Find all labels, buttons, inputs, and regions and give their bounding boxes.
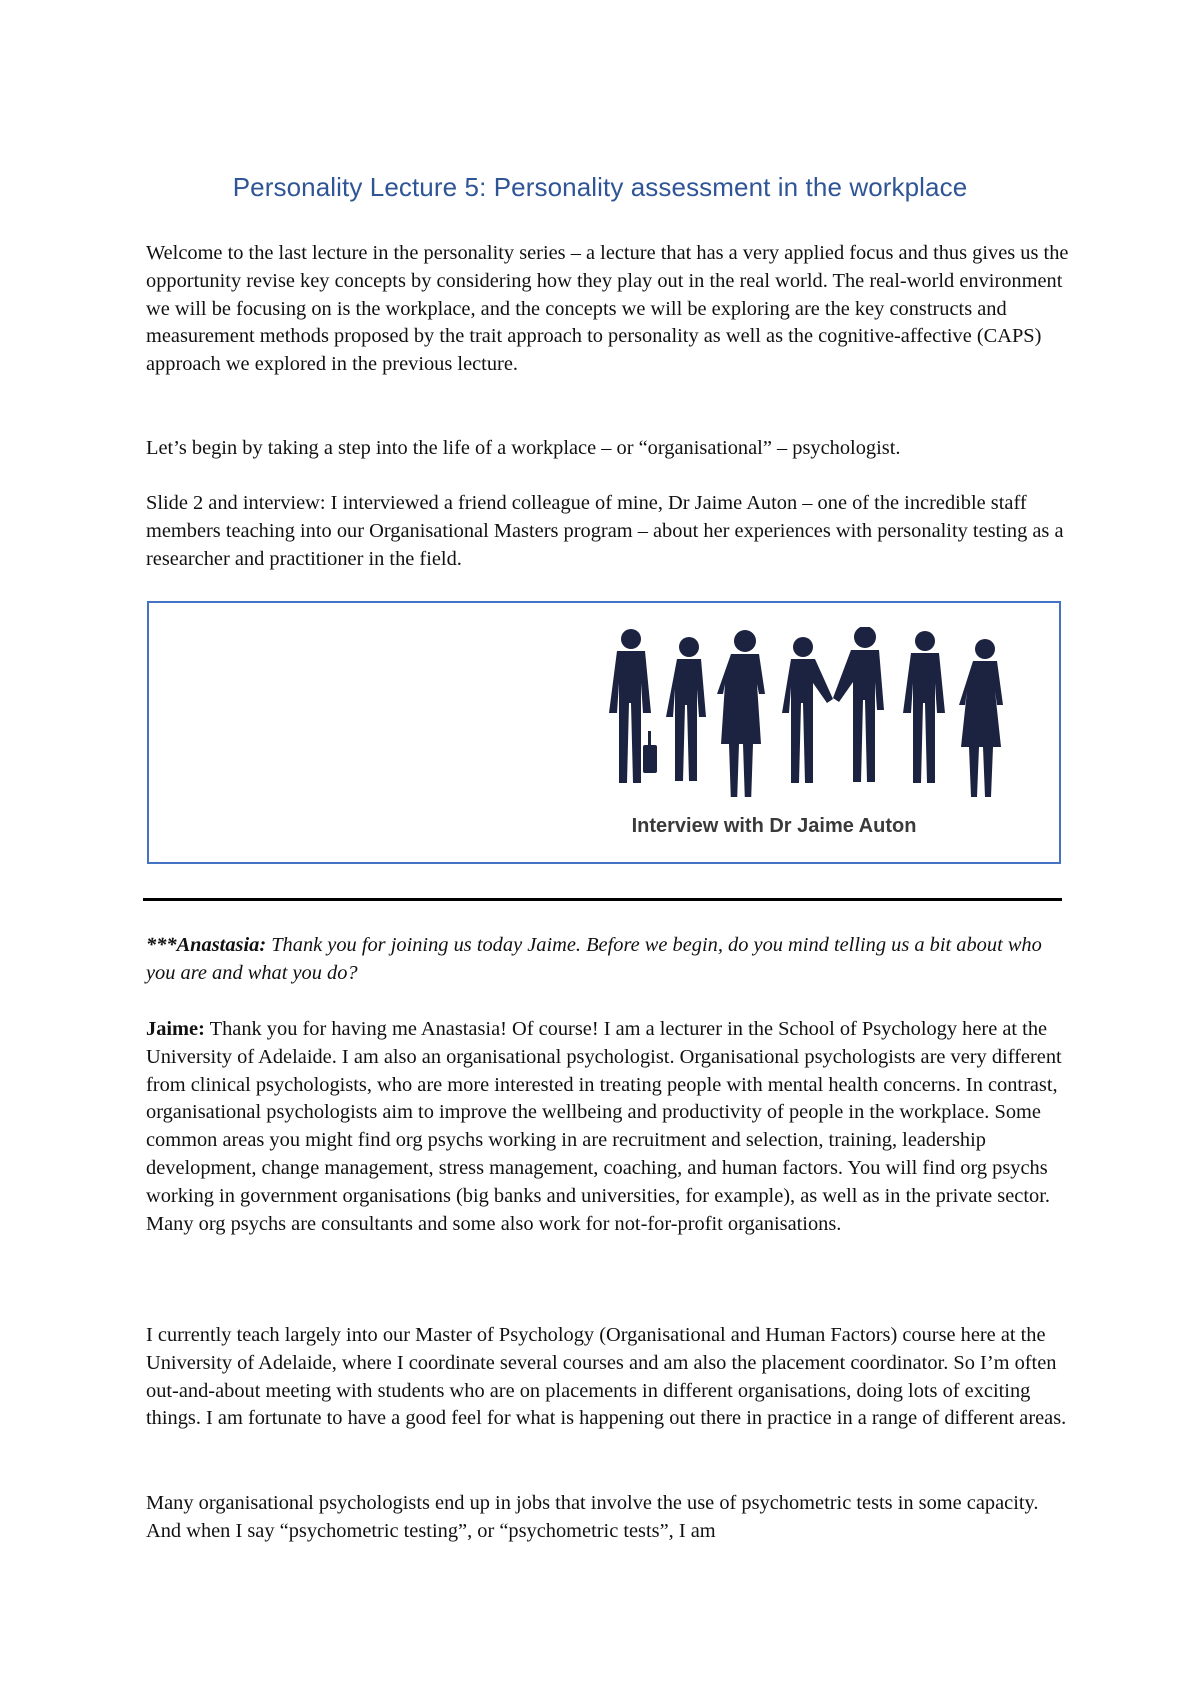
jaime-answer-1 — [146, 1016, 1072, 1238]
business-people-silhouettes-icon — [603, 627, 1029, 797]
horizontal-divider — [143, 898, 1062, 901]
speaker-jaime: Jaime: — [146, 1018, 205, 1040]
page-title: Personality Lecture 5: Personality assessment in the workplace — [232, 172, 968, 202]
jaime-answer-2: I currently teach largely into our Master of Psychology (Organisational and Human Factors) course here at the University of Adelaide, where I coordinate several courses and am also the placement coordinator. So I’m often out-and-about meeting with students who are on placements in different organisations, doing lots of exciting things. I am fortunate to have a good feel for what is happening out there in practice in a range of different areas. — [146, 1324, 1067, 1430]
interview-video-box[interactable] — [147, 601, 1061, 864]
slide2-paragraph: Slide 2 and interview: I interviewed a friend colleague of mine, Dr Jaime Auton – one of the incredible staff members teaching into our Organisational Masters program – about her experiences with personality testing as a researcher and practitioner in the field. — [146, 492, 1064, 570]
interview-caption: Interview with Dr Jaime Auton — [631, 815, 917, 837]
answer-text: Thank you for having me Anastasia! Of course! I am a lecturer in the School of Psychology here at the University of Adelaide. I am also an organisational psychologist. Organisational psychologists are very different from clinical psychologists, who are more interested in treating people with mental health concerns. In contrast, organisational psychologists aim to improve the wellbeing and productivity of people in the workplace. Some common areas you might find org psychs working in are recruitment and selection, training, leadership development, change management, stress management, coaching, and human factors. You will find org psychs working in government organisations (big banks and universities, for example), as well as in the private sector. Many org psychs are consultants and some also work for not-for-profit organisations. — [146, 1018, 1062, 1235]
anastasia-question — [146, 932, 1072, 988]
question-text: Thank you for joining us today Jaime. Before we begin, do you mind telling us a bit about who you are and what you do? — [146, 934, 1042, 984]
intro-paragraph: Welcome to the last lecture in the personality series – a lecture that has a very applied focus and thus gives us the opportunity revise key concepts by considering how they play out in the real world. The real-world environment we will be focusing on is the workplace, and the concepts we will be exploring are the key constructs and measurement methods proposed by the trait approach to personality as well as the cognitive-affective (CAPS) approach we explored in the previous lecture. — [146, 242, 1069, 376]
jaime-answer-3: Many organisational psychologists end up in jobs that involve the use of psychometric tests in some capacity. And when I say “psychometric testing”, or “psychometric tests”, I am — [146, 1492, 1039, 1542]
speaker-anastasia: ***Anastasia: — [146, 934, 267, 956]
begin-paragraph: Let’s begin by taking a step into the life of a workplace – or “organisational” – psychologist. — [146, 437, 901, 459]
